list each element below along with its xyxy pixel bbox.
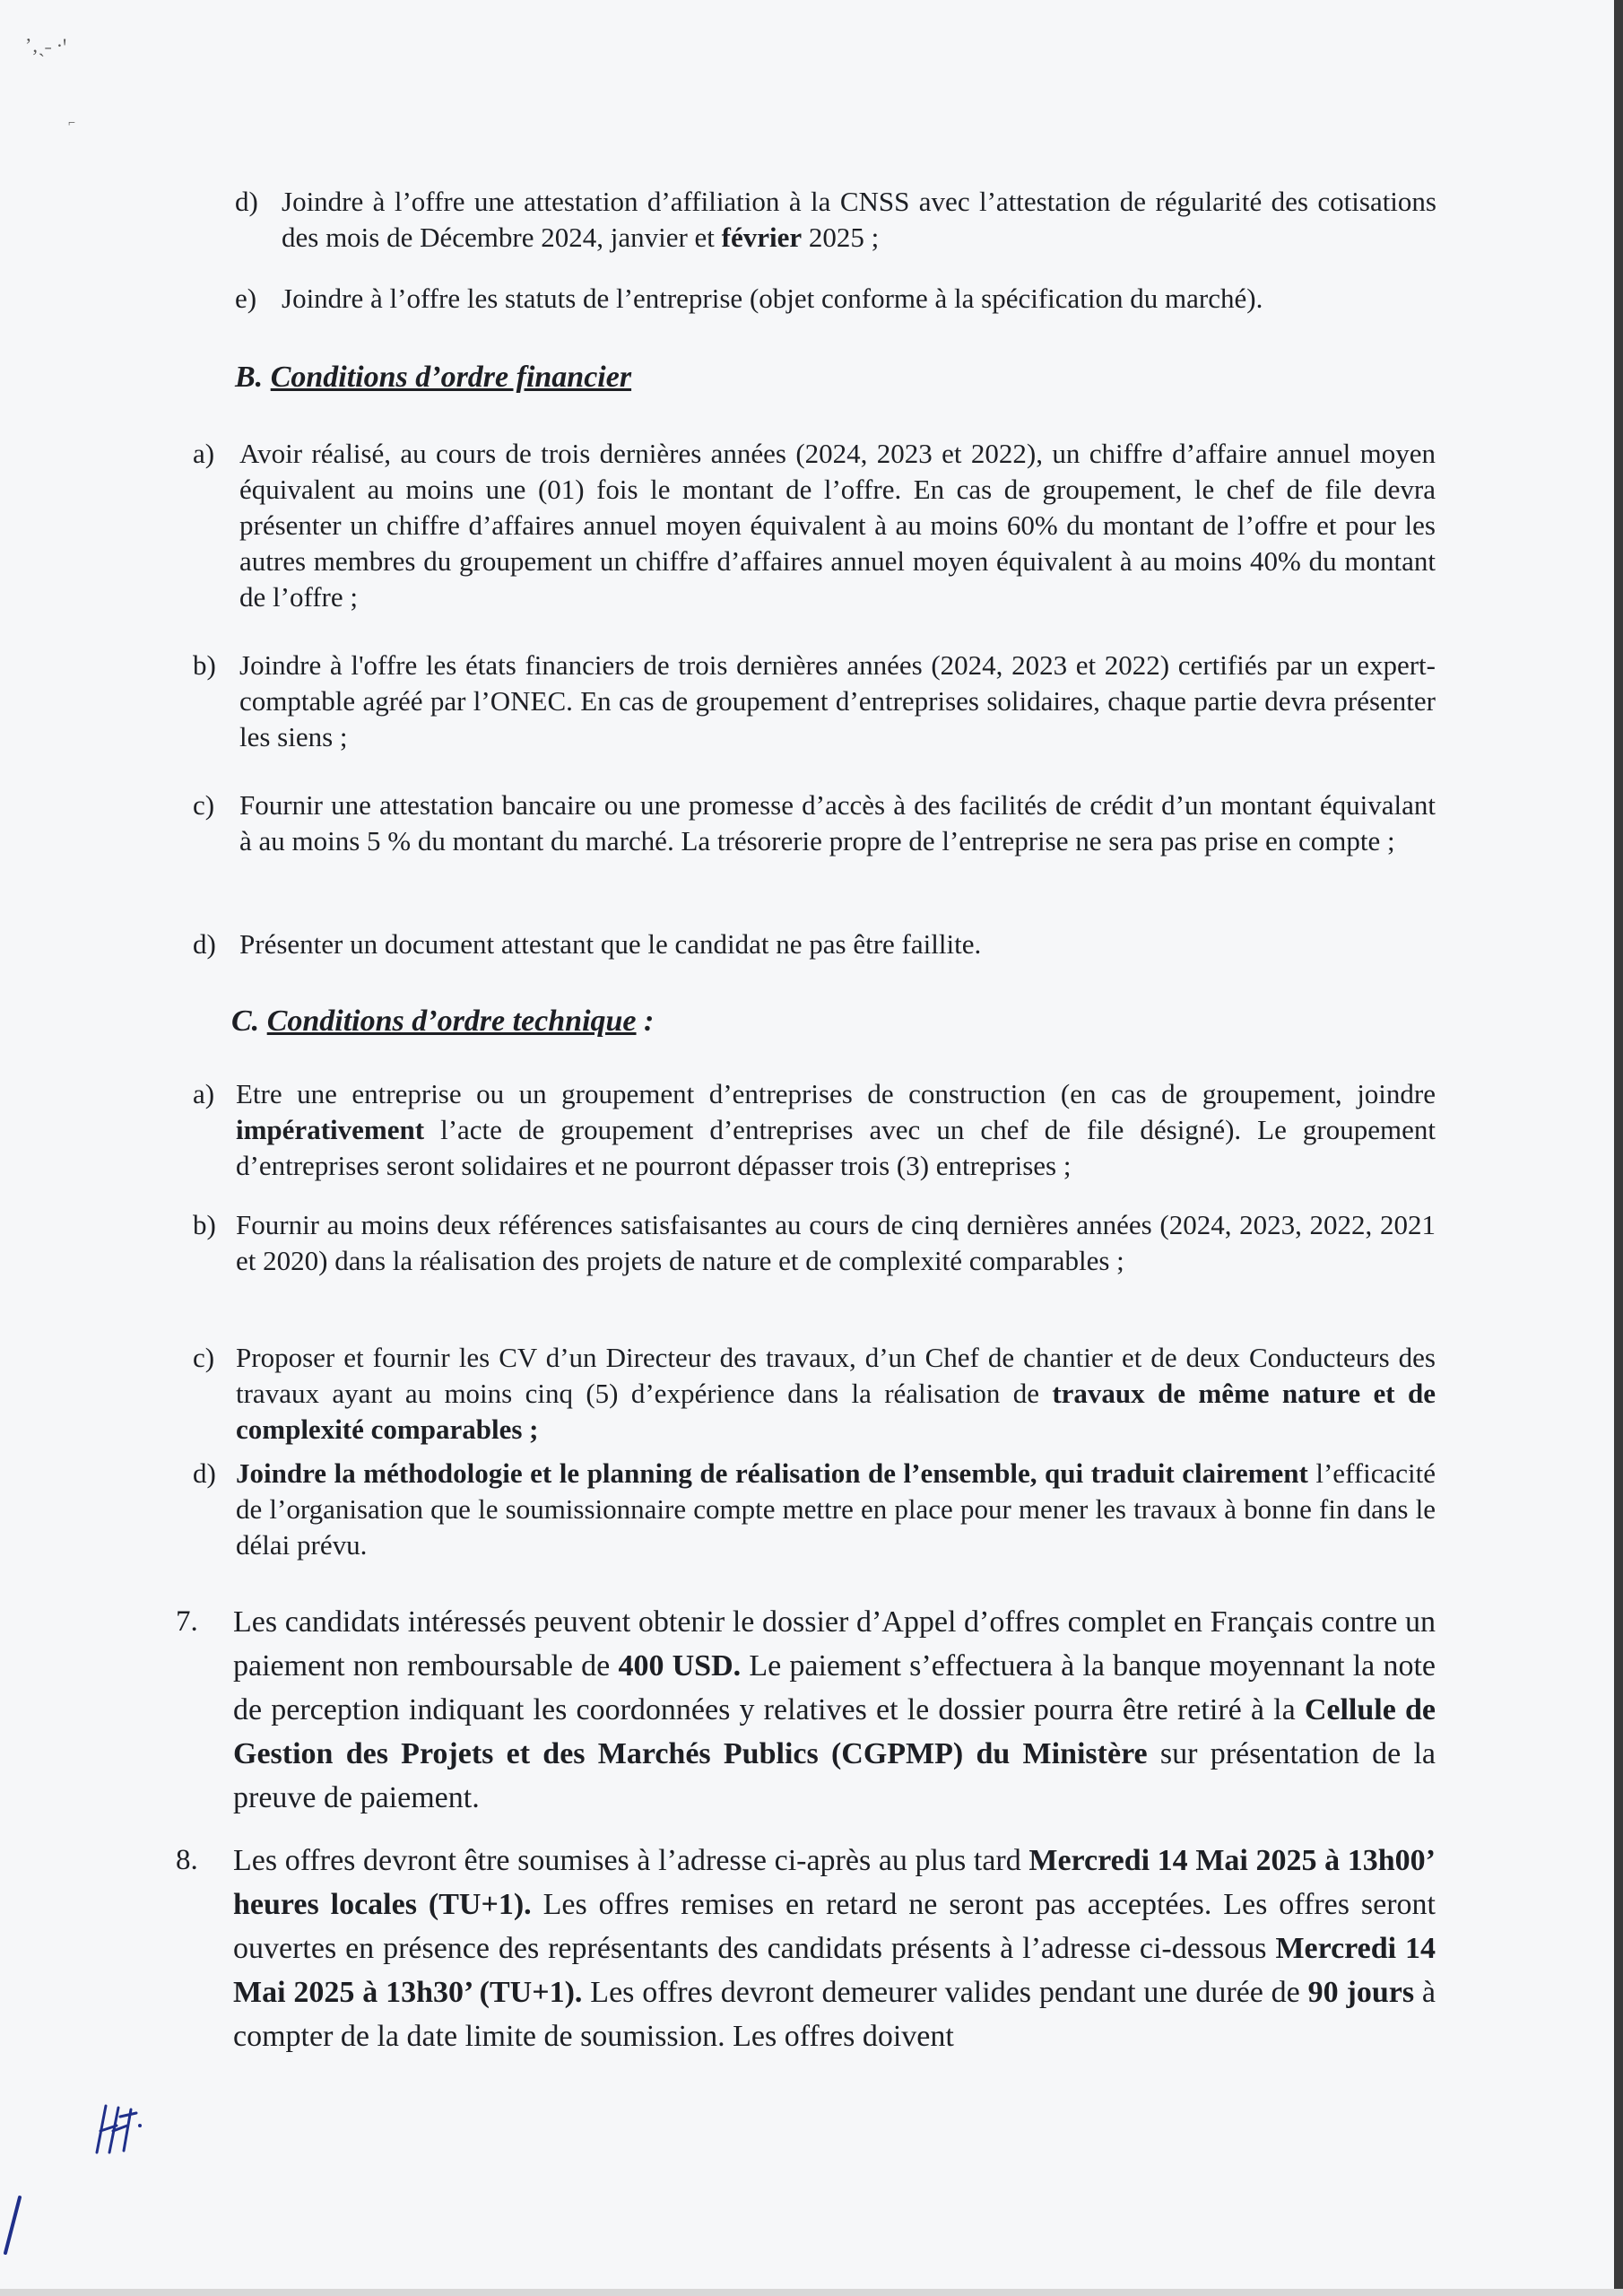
item-text: [282, 281, 1436, 317]
section-b-heading: [235, 361, 631, 395]
financial-item-c: [193, 787, 1436, 859]
item-text: [236, 1340, 1436, 1448]
text-run: Fournir au moins deux références satisfaisantes au cours de cinq dernières années (2024, 2023, 2022, 2021 et 2020) dans la réalisation des projets de nature et de complexité comparables ;: [236, 1209, 1436, 1276]
text-run: Fournir une attestation bancaire ou une promesse d’accès à des facilités de crédit d’un montant équivalant à au moins 5 % du montant du marché. La trésorerie propre de l’entreprise ne sera pas prise en compte ;: [239, 789, 1436, 857]
bold-text: Mercredi 14 Mai 2025 à 13h00’ heures locales (TU+1).: [233, 1844, 1436, 1921]
item-text: [236, 1207, 1436, 1279]
item-text: [233, 1600, 1436, 1820]
text-run: l’efficacité de l’organisation que le soumissionnaire compte mettre en place pour mener les travaux à bonne fin dans le délai prévu.: [236, 1457, 1436, 1561]
item-label: d): [235, 186, 258, 217]
numbered-item-8: [176, 1839, 1436, 2058]
text-run: Les offres remises en retard ne seront pas acceptées. Les offres seront ouvertes en présence des représentants des candidats présents à l’adresse ci-dessous: [233, 1888, 1436, 1965]
bold-text: Joindre la méthodologie et le planning de réalisation de l’ensemble, qui traduit clairement: [236, 1457, 1308, 1489]
text-run: Joindre à l'offre les états financiers de trois dernières années (2024, 2023 et 2022) certifiés par un expert-comptable agréé par l’ONEC. En cas de groupement d’entreprises solidaires, chaque partie devra présenter les siens ;: [239, 649, 1436, 752]
item-label: d): [193, 1457, 216, 1489]
bold-text: impérativement: [236, 1114, 425, 1145]
item-d-cnss: [235, 184, 1436, 256]
text-run: Le paiement s’effectuera à la banque moyennant la note de perception indiquant les coordonnées y relatives et le dossier pourra être retiré à la: [233, 1649, 1436, 1726]
margin-stroke: [0, 2188, 27, 2260]
bold-text: Mercredi 14 Mai 2025 à 13h30’ (TU+1).: [233, 1932, 1436, 2009]
section-c-heading: [231, 1004, 654, 1039]
financial-item-b: [193, 648, 1436, 755]
technical-item-d: [193, 1456, 1436, 1563]
text-run: Joindre à l’offre une attestation d’affiliation à la CNSS avec l’attestation de régularité des cotisations des mois de Décembre 2024, janvier et: [282, 186, 1436, 253]
bold-text: Cellule de Gestion des Projets et des Marchés Publics (CGPMP) du Ministère: [233, 1693, 1436, 1770]
text-run: sur présentation de la preuve de paiement.: [233, 1737, 1436, 1814]
bold-text: 90 jours: [1307, 1976, 1415, 2009]
text-run: Etre une entreprise ou un groupement d’entreprises de construction (en cas de groupement, joindre: [236, 1078, 1436, 1109]
section-suffix: :: [636, 1004, 655, 1038]
item-text: [282, 184, 1436, 256]
item-text: [239, 648, 1436, 755]
text-run: Présenter un document attestant que le candidat ne pas être faillite.: [239, 928, 982, 960]
item-label: 7.: [176, 1605, 198, 1638]
scan-edge-bottom: [0, 2289, 1623, 2296]
numbered-item-7: [176, 1600, 1436, 1820]
item-text: [236, 1076, 1436, 1184]
text-run: Les offres devront être soumises à l’adresse ci-après au plus tard: [233, 1844, 1029, 1877]
text-run: à compter de la date limite de soumission. Les offres doivent: [233, 1976, 1436, 2053]
item-text: [239, 436, 1436, 615]
item-label: a): [193, 1078, 215, 1109]
item-label: 8.: [176, 1844, 198, 1876]
text-run: Avoir réalisé, au cours de trois dernières années (2024, 2023 et 2022), un chiffre d’affaire annuel moyen équivalent au moins une (01) fois le montant de l’offre. En cas de groupement, le chef de file devra présenter un chiffre d’affaires annuel moyen équivalent à au moins 60% du montant de l’offre et pour les autres membres du groupement un chiffre d’affaires annuel moyen équivalent à au moins 40% du montant de l’offre ;: [239, 438, 1436, 613]
text-run: l’acte de groupement d’entreprises avec un chef de file désigné). Le groupement d’entreprises seront solidaires et ne pourront dépasser trois (3) entreprises ;: [236, 1114, 1436, 1181]
text-run: Les offres devront demeurer valides pendant une durée de: [582, 1976, 1308, 2009]
item-label: d): [193, 928, 216, 960]
scan-edge-right: [1614, 0, 1623, 2296]
bold-text: 400 USD.: [618, 1649, 742, 1683]
financial-item-a: [193, 436, 1436, 615]
section-title: Conditions d’ordre financier: [270, 361, 632, 394]
item-label: b): [193, 649, 216, 681]
item-text: [236, 1456, 1436, 1563]
initials-signature: [90, 2099, 143, 2161]
technical-item-a: [193, 1076, 1436, 1184]
margin-mark: ʼ‚ˏ˗ ·ꞌ: [25, 34, 67, 57]
text-run: Joindre à l’offre les statuts de l’entreprise (objet conforme à la spécification du marché).: [282, 283, 1263, 314]
item-text: [233, 1839, 1436, 2058]
text-run: 2025 ;: [802, 222, 880, 253]
item-label: c): [193, 789, 215, 821]
text-run: Proposer et fournir les CV d’un Directeur des travaux, d’un Chef de chantier et de deux Conducteurs des travaux ayant au moins cinq (5) d’expérience dans la réalisation de: [236, 1342, 1436, 1409]
section-title: Conditions d’ordre technique: [266, 1004, 637, 1038]
bold-text: travaux de même nature et de complexité comparables ;: [236, 1378, 1436, 1445]
bold-text: février: [721, 222, 803, 253]
technical-item-c: [193, 1340, 1436, 1448]
technical-item-b: [193, 1207, 1436, 1279]
item-label: a): [193, 438, 215, 469]
item-text: [239, 787, 1436, 859]
text-run: Les candidats intéressés peuvent obtenir le dossier d’Appel d’offres complet en Français contre un paiement non remboursable de: [233, 1605, 1436, 1683]
item-text: [239, 926, 1436, 962]
item-e-statuts: [235, 281, 1436, 317]
section-prefix: C.: [231, 1004, 260, 1038]
item-label: e): [235, 283, 257, 314]
margin-dot: ⌐: [68, 117, 75, 130]
item-label: b): [193, 1209, 216, 1240]
financial-item-d: [193, 926, 1436, 962]
item-label: c): [193, 1342, 215, 1373]
section-prefix: B.: [235, 361, 264, 394]
